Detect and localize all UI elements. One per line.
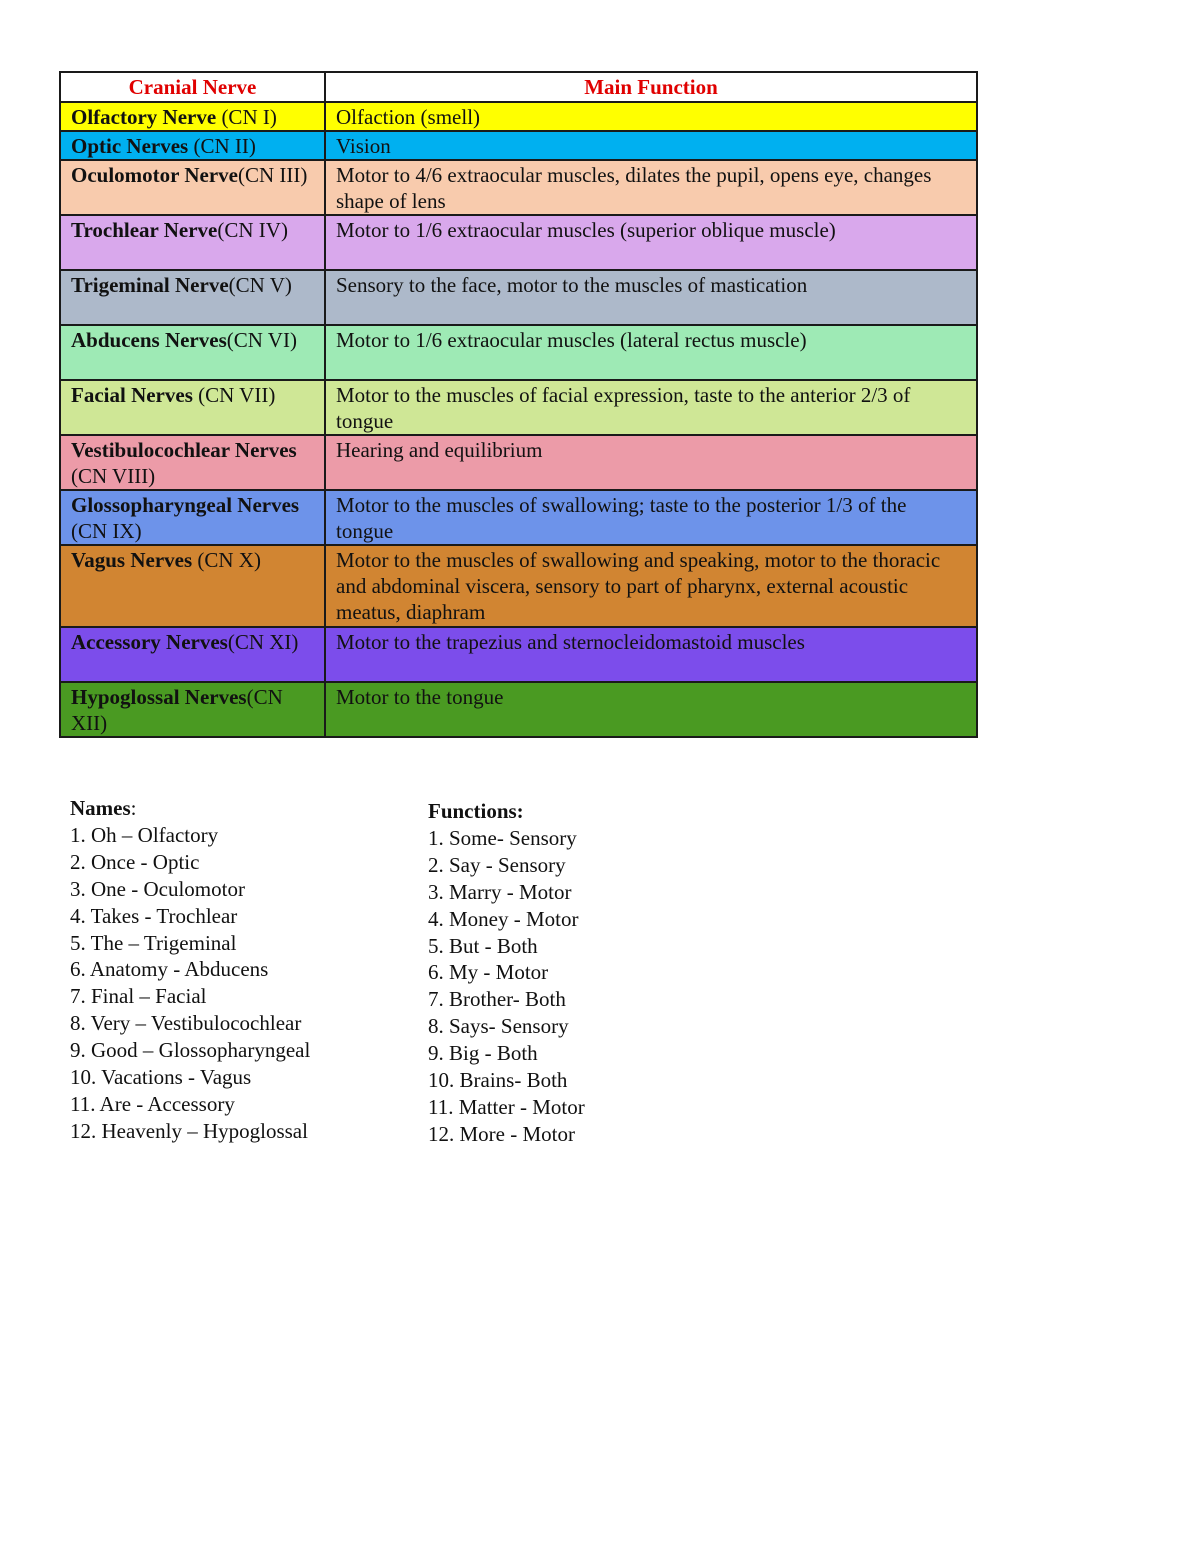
names-list-item: 11. Are - Accessory [70, 1091, 235, 1116]
nerve-name-cell [60, 215, 325, 270]
nerve-name-cell [60, 325, 325, 380]
table-row [60, 545, 977, 627]
names-list-item: 7. Final – Facial [70, 984, 207, 1009]
functions-list-item: 1. Some- Sensory [428, 825, 577, 850]
nerve-name: Abducens Nerves [71, 328, 227, 352]
table-header-row [60, 72, 977, 102]
nerve-number: (CN VII) [192, 383, 276, 407]
nerve-function-cell: Motor to the trapezius and sternocleidomastoid muscles [325, 627, 977, 682]
functions-list-item: 8. Says- Sensory [428, 1014, 569, 1039]
nerve-function-cell: Motor to the muscles of swallowing and speaking, motor to the thoracic and abdominal viscera, sensory to part of pharynx, external acoustic meatus, diaphram [325, 545, 977, 627]
nerve-function-cell: Hearing and equilibrium [325, 435, 977, 490]
nerve-number: (CN XI) [227, 630, 299, 654]
names-list-item: 1. Oh – Olfactory [70, 822, 219, 847]
nerve-name: Oculomotor Nerve [71, 163, 238, 187]
nerve-number: (CN IV) [217, 218, 288, 242]
nerve-function-cell: Motor to the muscles of swallowing; taste to the posterior 1/3 of the tongue [325, 490, 977, 545]
names-heading-text: Names [70, 796, 131, 820]
nerve-name-cell [60, 627, 325, 682]
names-list-item: 10. Vacations - Vagus [70, 1065, 252, 1090]
table-row [60, 435, 977, 490]
table-row [60, 270, 977, 325]
nerve-name: Hypoglossal Nerves [71, 685, 247, 709]
table-row [60, 380, 977, 435]
nerve-function-cell: Vision [325, 131, 977, 160]
table-row [60, 102, 977, 131]
header-main-function: Main Function [325, 72, 977, 102]
names-mnemonic [70, 795, 310, 1145]
table-row [60, 160, 977, 215]
header-cranial-nerve: Cranial Nerve [60, 72, 325, 102]
functions-list-item: 10. Brains- Both [428, 1068, 568, 1093]
functions-mnemonic [428, 798, 585, 1148]
functions-list-item: 7. Brother- Both [428, 987, 566, 1012]
nerve-number: (CN II) [188, 134, 256, 158]
names-list-item: 3. One - Oculomotor [70, 876, 245, 901]
names-list-item: 4. Takes - Trochlear [70, 903, 238, 928]
nerve-number: (CN III) [237, 163, 308, 187]
nerve-name-cell [60, 545, 325, 627]
functions-list-item: 9. Big - Both [428, 1041, 538, 1066]
nerve-name-cell [60, 102, 325, 131]
table-row [60, 627, 977, 682]
names-list-item: 12. Heavenly – Hypoglossal [70, 1118, 308, 1143]
functions-list-item: 4. Money - Motor [428, 906, 579, 931]
functions-list [428, 825, 585, 1148]
functions-heading: Functions: [428, 799, 524, 823]
table-row [60, 325, 977, 380]
nerve-function-cell: Sensory to the face, motor to the muscles of mastication [325, 270, 977, 325]
nerve-name: Trochlear Nerve [71, 218, 218, 242]
nerve-number: (CN VIII) [71, 464, 156, 488]
functions-list-item: 12. More - Motor [428, 1121, 575, 1146]
nerve-function-cell: Motor to 1/6 extraocular muscles (superior oblique muscle) [325, 215, 977, 270]
table-body [60, 102, 977, 737]
functions-list-item: 11. Matter - Motor [428, 1094, 585, 1119]
names-heading [70, 795, 310, 822]
nerve-name-cell [60, 160, 325, 215]
nerve-function-cell: Motor to the muscles of facial expression, taste to the anterior 2/3 of tongue [325, 380, 977, 435]
nerve-name-cell [60, 435, 325, 490]
nerve-name-cell [60, 682, 325, 737]
nerve-number: (CN VI) [226, 328, 297, 352]
nerve-name-cell [60, 131, 325, 160]
table-row [60, 682, 977, 737]
names-list-item: 2. Once - Optic [70, 849, 200, 874]
functions-list-item: 6. My - Motor [428, 960, 549, 985]
table-row [60, 131, 977, 160]
cranial-nerves-table [59, 71, 978, 738]
names-list-item: 9. Good – Glossopharyngeal [70, 1038, 311, 1063]
nerve-function-cell: Motor to the tongue [325, 682, 977, 737]
nerve-name-cell [60, 380, 325, 435]
nerve-number: (CN XII) [71, 685, 283, 735]
nerve-number: (CN V) [228, 273, 292, 297]
nerve-number: (CN I) [216, 105, 277, 129]
nerve-name: Optic Nerves [71, 134, 189, 158]
nerve-name: Vagus Nerves [71, 548, 193, 572]
functions-list-item: 5. But - Both [428, 933, 538, 958]
names-list-item: 5. The – Trigeminal [70, 930, 237, 955]
nerve-name-cell [60, 270, 325, 325]
nerve-number: (CN X) [192, 548, 261, 572]
nerve-name: Trigeminal Nerve [71, 273, 229, 297]
nerve-function-cell: Motor to 1/6 extraocular muscles (lateral rectus muscle) [325, 325, 977, 380]
nerve-name: Olfactory Nerve [71, 105, 217, 129]
table-row [60, 215, 977, 270]
nerve-name: Facial Nerves [71, 383, 193, 407]
nerve-name: Glossopharyngeal Nerves [71, 493, 300, 517]
names-list-item: 6. Anatomy - Abducens [70, 957, 269, 982]
nerve-name-cell [60, 490, 325, 545]
functions-list-item: 3. Marry - Motor [428, 879, 572, 904]
names-list-item: 8. Very – Vestibulocochlear [70, 1011, 302, 1036]
nerve-name: Accessory Nerves [71, 630, 228, 654]
names-list [70, 822, 310, 1145]
nerve-number: (CN IX) [71, 519, 142, 543]
nerve-function-cell: Olfaction (smell) [325, 102, 977, 131]
table-row [60, 490, 977, 545]
names-heading-colon: : [130, 796, 137, 820]
nerve-function-cell: Motor to 4/6 extraocular muscles, dilates the pupil, opens eye, changes shape of lens [325, 160, 977, 215]
functions-list-item: 2. Say - Sensory [428, 852, 566, 877]
nerve-name: Vestibulocochlear Nerves [71, 438, 297, 462]
